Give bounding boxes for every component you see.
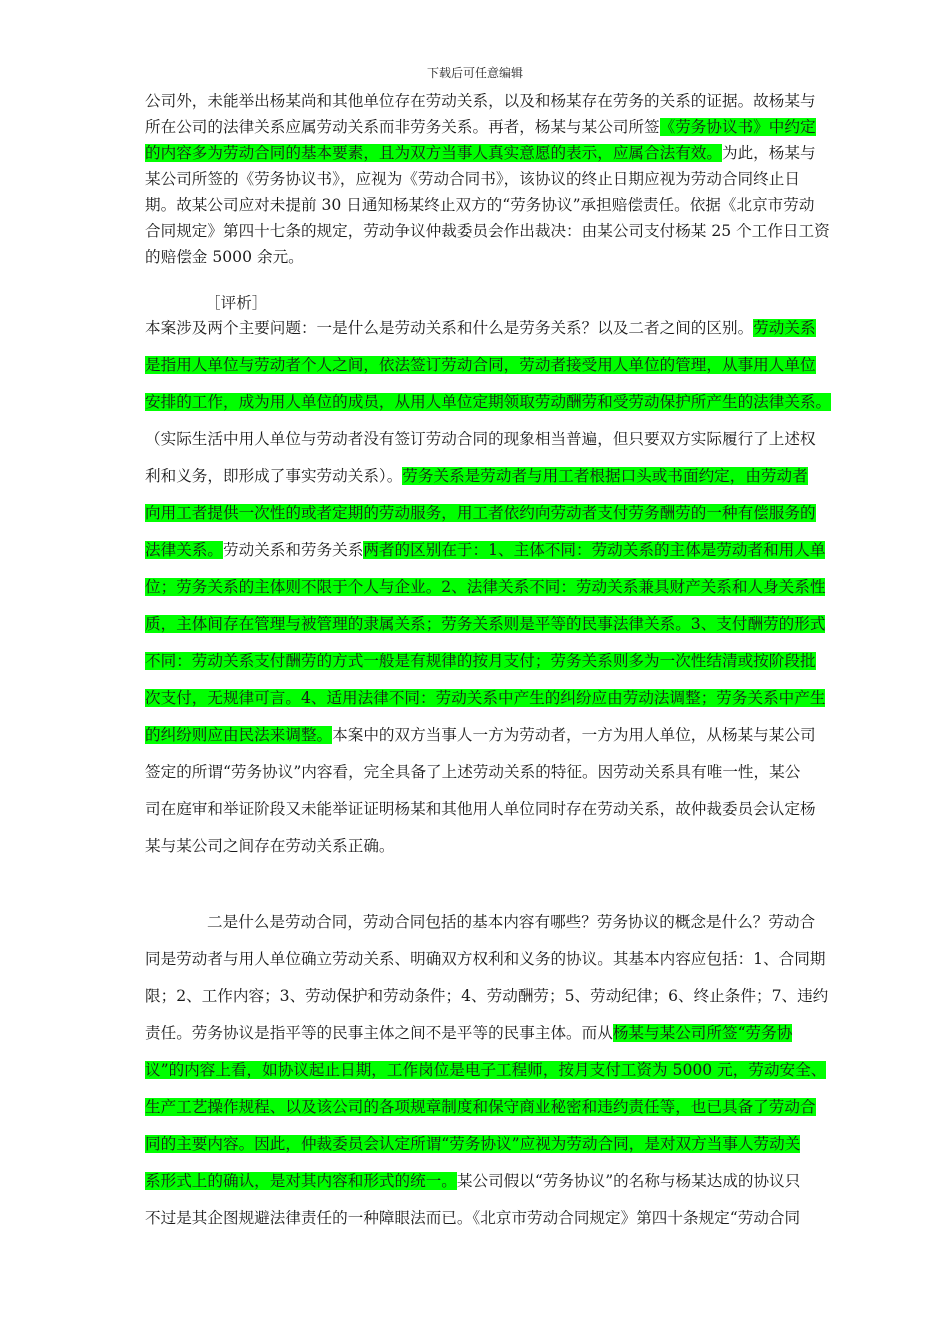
highlight: 质，主体间存在管理与被管理的隶属关系；劳务关系则是平等的民事法律关系。3、支付酬劳的形式 bbox=[145, 615, 826, 633]
highlight: 同的主要内容。因此，仲裁委员会认定所谓“劳务协议”应视为劳动合同，是对双方当事人劳动关 bbox=[145, 1135, 801, 1153]
highlight: 《劳务协议书》中约定 bbox=[659, 118, 816, 136]
text-line: 本案涉及两个主要问题：一是什么是劳动关系和什么是劳务关系？以及二者之间的区别。劳动关系 bbox=[145, 319, 816, 337]
text-line: （实际生活中用人单位与劳动者没有签订劳动合同的现象相当普遍，但只要双方实际履行了上述权 bbox=[145, 430, 816, 448]
highlight: 位；劳务关系的主体则不限于个人与企业。2、法律关系不同：劳动关系兼具财产关系和人身关系性 bbox=[145, 578, 826, 596]
text-line: 期。故某公司应对未提前 30 日通知杨某终止双方的“劳务协议”承担赔偿责任。依据《北京市劳动 bbox=[145, 196, 815, 214]
text-line: 某公司所签的《劳务协议书》，应视为《劳动合同书》，该协议的终止日期应视为劳动合同终止日 bbox=[145, 170, 800, 188]
page-header-note: 下载后可任意编辑 bbox=[426, 66, 523, 80]
text-line: 签定的所谓“劳务协议”内容看，完全具备了上述劳动关系的特征。因劳动关系具有唯一性，某公 bbox=[145, 763, 801, 781]
text-line: 责任。劳务协议是指平等的民事主体之间不是平等的民事主体。而从杨某与某公司所签“劳务协 bbox=[145, 1024, 793, 1042]
highlight: 生产工艺操作规程、以及该公司的各项规章制度和保守商业秘密和违约责任等，也已具备了劳动合 bbox=[145, 1098, 816, 1116]
text-line: 的赔偿金 5000 余元。 bbox=[145, 248, 304, 266]
text-line bbox=[145, 1059, 826, 1081]
text-line: 利和义务，即形成了事实劳动关系）。劳务关系是劳动者与用工者根据口头或书面约定，由劳动者 bbox=[145, 467, 808, 485]
highlight: 的纠纷则应由民法来调整。 bbox=[145, 726, 333, 744]
text-line bbox=[145, 576, 825, 598]
text-line bbox=[145, 354, 816, 376]
text-line: 某与某公司之间存在劳动关系正确。 bbox=[145, 837, 395, 855]
text-line: 不过是其企图规避法律责任的一种障眼法而已。《北京市劳动合同规定》第四十条规定“劳动合同 bbox=[145, 1209, 801, 1227]
text-line: 法律关系。劳动关系和劳务关系两者的区别在于：1、主体不同：劳动关系的主体是劳动者和用人单 bbox=[145, 541, 826, 559]
text-line bbox=[145, 1133, 800, 1155]
analysis-heading: ［评析］ bbox=[205, 294, 268, 312]
highlight: 不同：劳动关系支付酬劳的方式一般是有规律的按月支付；劳务关系则多为一次性结清或按阶段批 bbox=[145, 652, 816, 670]
highlight: 是指用人单位与劳动者个人之间，依法签订劳动合同，劳动者接受用人单位的管理，从事用人单位 bbox=[145, 356, 816, 374]
text-line: 同是劳动者与用人单位确立劳动关系、明确双方权利和义务的协议。其基本内容应包括：1、合同期 bbox=[145, 950, 826, 968]
highlight: 系形式上的确认，是对其内容和形式的统一。 bbox=[145, 1172, 457, 1190]
highlight: 向用工者提供一次性的或者定期的劳动服务，用工者依约向劳动者支付劳务酬劳的一种有偿服务的 bbox=[145, 504, 816, 522]
text-line: 的内容多为劳动合同的基本要素，且为双方当事人真实意愿的表示，应属合法有效。为此，杨某与 bbox=[145, 144, 816, 162]
text-line: 限；2、工作内容；3、劳动保护和劳动条件；4、劳动酬劳；5、劳动纪律；6、终止条件；7、违约 bbox=[145, 987, 829, 1005]
text-line: 司在庭审和举证阶段又未能举证证明杨某和其他用人单位同时存在劳动关系，故仲裁委员会认定杨 bbox=[145, 800, 816, 818]
highlight: 安排的工作，成为用人单位的成员，从用人单位定期领取劳动酬劳和受劳动保护所产生的法律关系。 bbox=[145, 393, 832, 411]
text-line bbox=[145, 502, 816, 524]
text-line: 公司外，未能举出杨某尚和其他单位存在劳动关系，以及和杨某存在劳务的关系的证据。故杨某与 bbox=[145, 92, 816, 110]
text-line: 合同规定》第四十七条的规定，劳动争议仲裁委员会作出裁决：由某公司支付杨某 25 个工作日工资 bbox=[145, 222, 830, 240]
highlight: 次支付，无规律可言。4、适用法律不同：劳动关系中产生的纠纷应由劳动法调整；劳务关系中产生 bbox=[145, 689, 826, 707]
highlight: 劳动关系 bbox=[753, 319, 816, 337]
highlight: 两者的区别在于：1、主体不同：劳动关系的主体是劳动者和用人单 bbox=[363, 541, 826, 559]
text-line bbox=[145, 391, 831, 413]
text-line bbox=[145, 1096, 816, 1118]
text-line bbox=[145, 613, 825, 635]
text-line: 的纠纷则应由民法来调整。本案中的双方当事人一方为劳动者，一方为用人单位，从杨某与某公司 bbox=[145, 726, 816, 744]
highlight: 杨某与某公司所签“劳务协 bbox=[612, 1024, 793, 1042]
highlight: 劳务关系是劳动者与用工者根据口头或书面约定，由劳动者 bbox=[402, 467, 808, 485]
text-line: 系形式上的确认，是对其内容和形式的统一。某公司假以“劳务协议”的名称与杨某达成的协议只 bbox=[145, 1172, 801, 1190]
text-line: 二是什么是劳动合同，劳动合同包括的基本内容有哪些？劳务协议的概念是什么？劳动合 bbox=[207, 913, 816, 931]
text-line: 所在公司的法律关系应属劳动关系而非劳务关系。再者，杨某与某公司所签《劳务协议书》中约定 bbox=[145, 118, 816, 136]
highlight: 的内容多为劳动合同的基本要素，且为双方当事人真实意愿的表示，应属合法有效。 bbox=[145, 144, 722, 162]
highlight: 法律关系。 bbox=[145, 541, 223, 559]
text-line bbox=[145, 687, 825, 709]
text-line bbox=[145, 650, 816, 672]
highlight: 议”的内容上看，如协议起止日期，工作岗位是电子工程师，按月支付工资为 5000 元，劳动安全、 bbox=[145, 1061, 827, 1079]
